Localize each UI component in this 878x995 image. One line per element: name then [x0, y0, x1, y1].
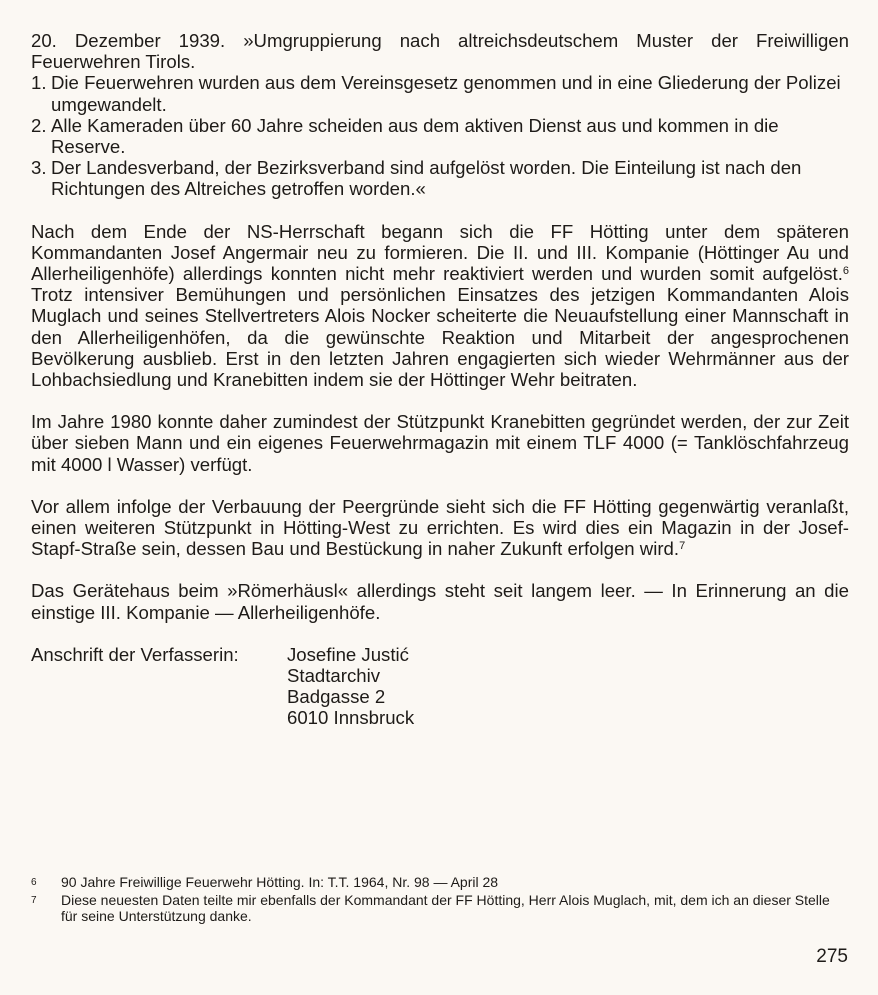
footnote: [31, 874, 831, 892]
footnote-text: Diese neuesten Daten teilte mir ebenfalls der Kommandant der FF Hötting, Herr Alois Muglach, mit, dem ich an dieser Stelle für seine Unterstützung danke.: [61, 891, 830, 924]
page-number: 275: [816, 946, 848, 967]
address-line: Josefine Justić: [287, 643, 409, 665]
address-line: Badgasse 2: [287, 686, 386, 708]
footnote-ref-7: 7: [679, 540, 686, 553]
author-address: [31, 644, 849, 729]
footnote-mark: 7: [31, 894, 37, 906]
paragraph-1: [31, 221, 849, 391]
list-number: 2.: [31, 114, 47, 136]
list-text: Der Landesverband, der Bezirksverband sind aufgelöst worden. Die Einteilung ist nach den Richtungen des Altreiches getroffen worden.«: [51, 157, 802, 200]
footnote-ref-6: 6: [842, 265, 849, 278]
paragraph-3: [31, 496, 849, 560]
footnote: [31, 892, 831, 925]
footnotes: [31, 874, 831, 925]
paragraph-2: Im Jahre 1980 konnte daher zumindest der Stützpunkt Kranebitten gegründet werden, der zur Zeit über sieben Mann und ein eigenes Feuerwehrmagazin mit einem TLF 4000 (= Tanklöschfahrzeug mit 4000 l Wasser) verfügt.: [31, 411, 849, 475]
address-lines: [287, 644, 414, 729]
intro-text: 20. Dezember 1939. »Umgruppierung nach altreichsdeutschem Muster der Freiwilligen Feuerwehren Tirols.: [31, 30, 849, 73]
list-item: [31, 72, 849, 114]
paragraph-1-text-cont: Trotz intensiver Bemühungen und persönlichen Einsatzes des jetzigen Kommandanten Alois Muglach und seines Stellvertreters Alois Nocker scheiterte die Neuaufstellung einer Mannschaft in den Allerheiligenhöfen, da die gewünschte Reaktion und Mitarbeit der angesprochenen Bevölkerung ausblieb. Erst in den letzten Jahren engagierten sich wieder Wehrmänner aus der Lohbachsiedlung und Kranebitten indem sie der Höttinger Wehr beitraten.: [31, 284, 849, 391]
list-text: Die Feuerwehren wurden aus dem Vereinsgesetz genommen und in eine Gliederung der Polizei umgewandelt.: [51, 72, 841, 115]
list-text: Alle Kameraden über 60 Jahre scheiden aus dem aktiven Dienst aus und kommen in die Reserve.: [51, 114, 779, 158]
address-line: 6010 Innsbruck: [287, 707, 415, 729]
paragraph-4: Das Gerätehaus beim »Römerhäusl« allerdings steht seit langem leer. — In Erinnerung an die einstige III. Kompanie — Allerheiligenhöfe.: [31, 580, 849, 623]
address-label: Anschrift der Verfasserin:: [31, 643, 239, 665]
list-number: 1.: [31, 72, 47, 94]
address-line: Stadtarchiv: [287, 665, 381, 687]
list-item: [31, 157, 849, 199]
paragraph-1-text: Nach dem Ende der NS-Herrschaft begann sich die FF Hötting unter dem späteren Kommandanten Josef Angermair neu zu formieren. Die II. und III. Kompanie (Höttinger Au und Allerheiligenhöfe) allerdings konnten nicht mehr reaktiviert werden und wurden somit aufgelöst.: [31, 220, 849, 285]
paragraph-3-text: Vor allem infolge der Verbauung der Peergründe sieht sich die FF Hötting gegenwärtig veranlaßt, einen weiteren Stützpunkt in Hötting-West zu errichten. Es wird dies ein Magazin in der Josef-Stapf-Straße sein, dessen Bau und Bestückung in naher Zukunft erfolgen wird.: [31, 495, 849, 560]
page-body: [31, 30, 849, 729]
list-number: 3.: [31, 157, 47, 179]
footnote-mark: 6: [31, 877, 37, 888]
list-item: [31, 115, 849, 157]
footnote-text: 90 Jahre Freiwillige Feuerwehr Hötting. In: T.T. 1964, Nr. 98 — April 28: [61, 874, 499, 890]
numbered-list: [31, 72, 849, 199]
